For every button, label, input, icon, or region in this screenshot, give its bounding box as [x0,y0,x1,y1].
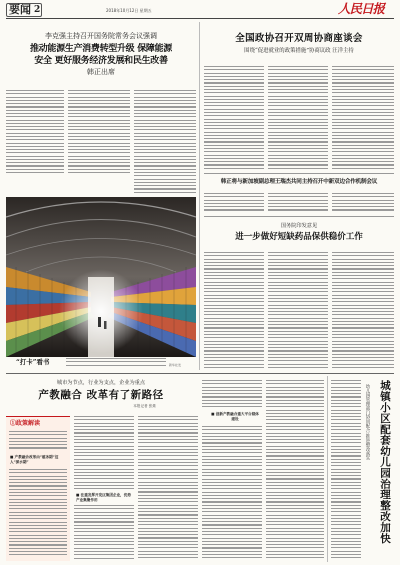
drugs-body-col-2 [268,252,328,370]
photo-caption-text [66,358,166,368]
industry-body-col-5 [266,380,324,561]
drugs-title: 进一步做好短缺药品保供稳价工作 [235,232,363,242]
mid-page-rule [6,373,394,374]
drugs-body-col-1 [204,252,264,370]
page-number: 2 [34,5,41,15]
policy-box-body-a [9,431,67,453]
date-line: 2018年10月12日 星期五 [106,8,152,13]
photo-caption [6,358,196,372]
vertical-title: 城镇小区配套幼儿园治理整改加快 [379,380,391,544]
policy-box-heading: ①政策解读 [10,420,41,427]
industry-subhead-3: ■ 创新产教融合重大平台载体建设 [211,412,259,421]
industry-body-col-4a [202,380,262,410]
masthead-rule [6,18,394,19]
policy-box [6,416,70,561]
library-photo [6,197,196,357]
cppcc-headline [204,33,394,63]
industry-body-col-3 [138,416,198,561]
lead-title-line-1: 推动能源生产消费转型升级 保障能源 [29,44,173,54]
meeting-body-col-2 [268,193,328,213]
policy-box-body-b [9,469,67,559]
meeting-body-col-3 [332,193,394,213]
cppcc-body-col-1 [204,66,264,171]
industry-title: 产教融合 改革有了新路径 [38,389,164,401]
photo-caption-title: “打卡”看书 [16,358,50,366]
lead-title-line-2: 安全 更好服务经济发展和民生改善 [34,56,168,66]
lead-headline [6,32,196,87]
industry-headline [6,380,196,412]
drugs-kicker: 国务院印发意见 [280,223,318,229]
vertical-body-col-a [331,380,361,561]
cppcc-subtitle: 围绕“促进就业的政策措施”协商议政 汪洋主持 [244,48,354,54]
drugs-body-col-3 [332,252,394,370]
lead-body-col-2 [68,90,130,175]
industry-body-col-4b [202,426,262,561]
lead-body-col-3 [134,90,196,195]
masthead [0,0,400,20]
lead-body-col-1 [6,90,64,175]
industry-subhead-2: ■ 注重发挥开发区集团企业，优势产业集聚作用 [76,493,131,502]
vertical-subtitle: 幼儿园管理部门协同配合 推进整改落实 [365,384,370,461]
industry-body-col-2b [74,505,134,561]
library-photo-image [6,197,196,357]
section-label: 要闻 [9,3,31,16]
drugs-headline [204,223,394,247]
industry-byline: 本报记者 张烁 [133,404,156,408]
meeting-body-col-1 [204,193,264,213]
lead-subtitle: 韩正出席 [87,68,115,76]
newspaper-logo: 人民日报 [338,1,385,16]
cppcc-title: 全国政协召开双周协商座谈会 [235,33,363,44]
industry-body-col-2a [74,416,134,491]
meeting-title: 韩正将与新加坡副总理王瑞杰共同主持召开中新双边合作机制会议 [220,179,378,185]
cppcc-body-col-3 [332,66,394,171]
photo-caption-credit: 新华社发 [169,363,182,367]
cppcc-body-col-2 [268,66,328,171]
meeting-headline [204,176,394,190]
industry-kicker: 城市为节点，行业为支点，企业为重点 [56,380,146,386]
policy-subhead-1: ■ 产教融合改革由“破冰期”迈入“深水期” [10,455,59,464]
lead-kicker: 李克强主持召开国务院常务会议强调 [45,32,157,40]
